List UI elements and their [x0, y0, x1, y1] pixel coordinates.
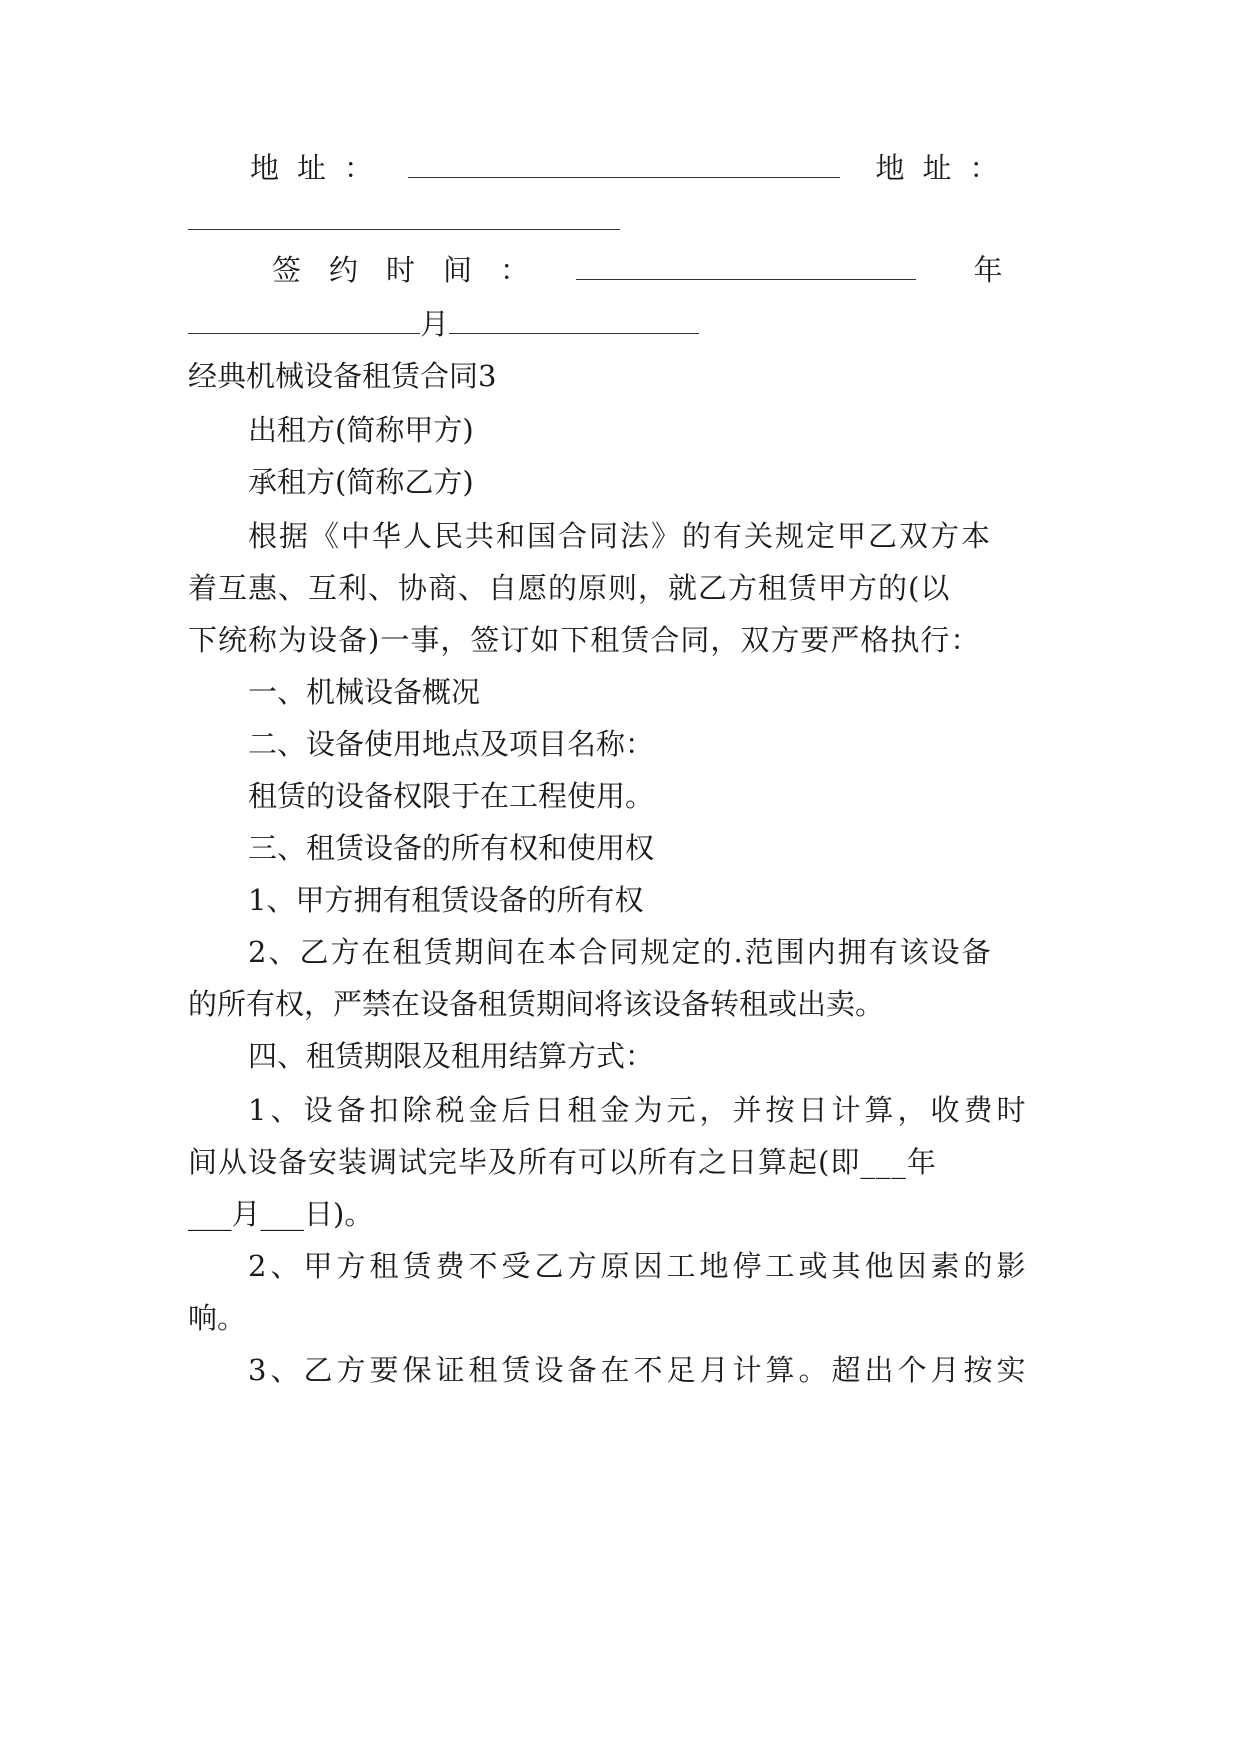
address-row — [188, 148, 1060, 188]
address-blank-2 — [188, 201, 620, 230]
paragraph-line: 1、甲方拥有租赁设备的所有权 — [248, 883, 644, 917]
paragraph-line: ___月___日)。 — [188, 1197, 374, 1231]
address-label-1: 地址： — [250, 151, 392, 185]
paragraph-line: 响。 — [188, 1301, 247, 1335]
paragraph-line: 的所有权，严禁在设备租赁期间将该设备转租或出卖。 — [188, 987, 885, 1021]
paragraph-line: 3、乙方要保证租赁设备在不足月计算。超出个月按实 — [248, 1353, 1030, 1387]
section-heading: 四、租赁期限及租用结算方式： — [248, 1039, 655, 1073]
paragraph-line: 下统称为设备)一事，签订如下租赁合同，双方要严格执行： — [188, 623, 981, 657]
signing-time-blank — [576, 251, 916, 280]
section-heading: 三、租赁设备的所有权和使用权 — [248, 831, 655, 865]
address-blank-row — [188, 200, 1060, 240]
month-label: 月 — [420, 307, 450, 341]
month-blank — [449, 305, 699, 334]
paragraph-line: 着互惠、互利、协商、自愿的原则，就乙方租赁甲方的(以 — [188, 571, 951, 605]
section-heading: 二、设备使用地点及项目名称： — [248, 727, 655, 761]
document-title: 经典机械设备租赁合同3 — [188, 359, 497, 393]
paragraph-line: 租赁的设备权限于在工程使用。 — [248, 779, 655, 813]
paragraph-line: 1、设备扣除税金后日租金为元，并按日计算，收费时 — [248, 1093, 1030, 1127]
signing-time-label: 签约时间： — [272, 253, 558, 287]
year-label: 年 — [973, 253, 1003, 287]
lessor-line: 出租方(简称甲方) — [248, 413, 474, 447]
lessee-line: 承租方(简称乙方) — [248, 465, 474, 499]
paragraph-line: 2、乙方在租赁期间在本合同规定的.范围内拥有该设备 — [248, 935, 993, 969]
paragraph-line: 2、甲方租赁费不受乙方原因工地停工或其他因素的影 — [248, 1249, 1030, 1283]
address-blank-1 — [408, 149, 840, 178]
paragraph-line: 根据《中华人民共和国合同法》的有关规定甲乙双方本 — [248, 519, 993, 553]
signing-time-row — [188, 250, 1060, 290]
section-heading: 一、机械设备概况 — [248, 675, 481, 709]
address-label-2: 地址： — [875, 151, 1017, 185]
month-row — [188, 304, 1060, 344]
paragraph-line: 间从设备安装调试完毕及所有可以所有之日算起(即___年 — [188, 1145, 937, 1179]
year-month-blank — [188, 305, 420, 334]
